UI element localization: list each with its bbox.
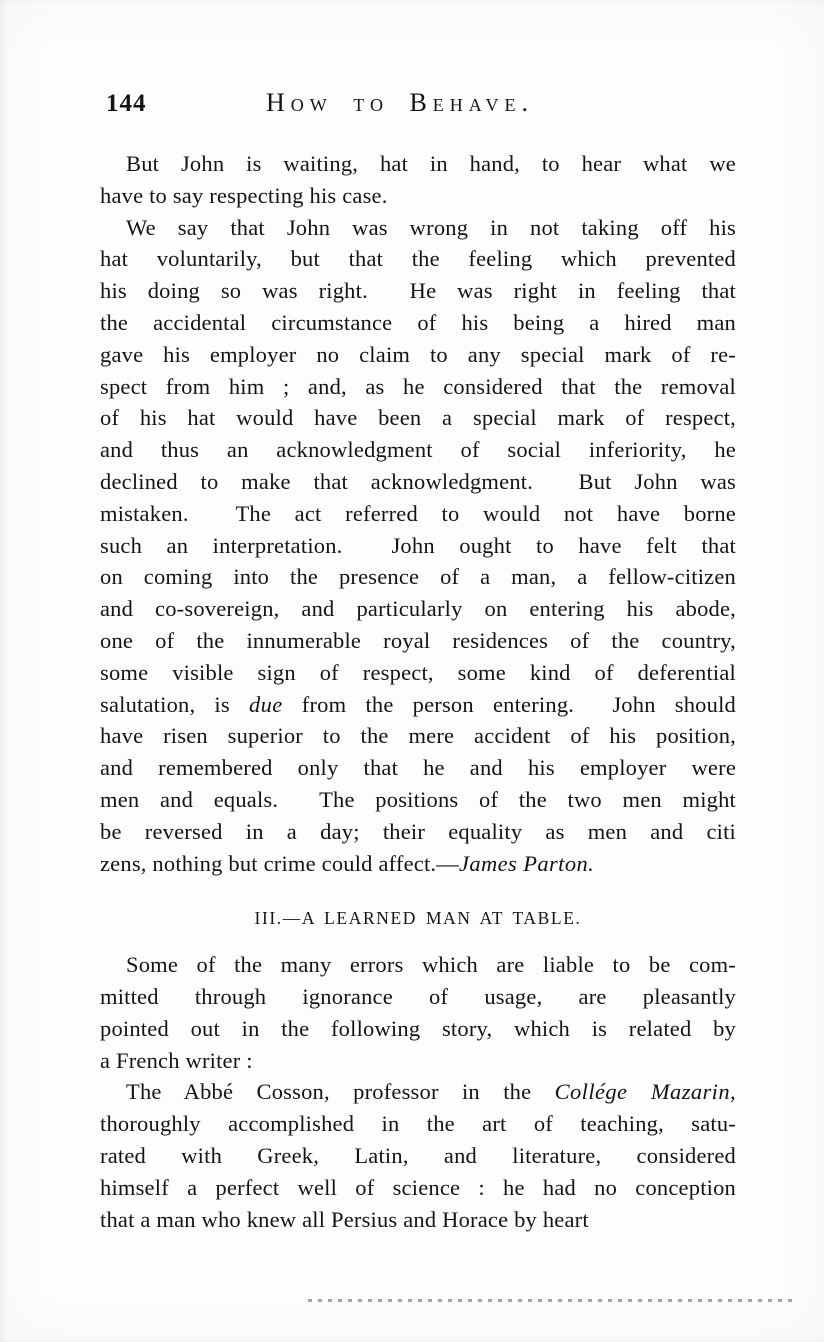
text-line: and co-sovereign, and particularly on entering his abode, <box>100 596 736 622</box>
text-line: zens, nothing but crime could affect.—James Parton. <box>100 850 595 876</box>
italic-text: James Parton. <box>458 850 595 876</box>
text-line: a French writer : <box>100 1047 253 1073</box>
text-line: declined to make that acknowledgment. But John was <box>100 468 736 494</box>
text-line: rated with Greek, Latin, and literature, considered <box>100 1142 736 1168</box>
text-line: The Abbé Cosson, professor in the Collége Mazarin, <box>126 1079 736 1105</box>
text-line: pointed out in the following story, which is related by <box>100 1015 736 1041</box>
text-line: such an interpretation. John ought to have felt that <box>100 532 736 558</box>
text-line: But John is waiting, hat in hand, to hear what we <box>126 151 736 176</box>
paragraph <box>100 148 736 212</box>
text-line: hat voluntarily, but that the feeling which prevented <box>100 246 736 272</box>
text-line: gave his employer no claim to any special mark of re- <box>100 341 736 367</box>
italic-text: due <box>248 691 283 717</box>
text-line: that a man who knew all Persius and Horace by heart <box>100 1206 589 1232</box>
text-line: and thus an acknowledgment of social inferiority, he <box>100 437 736 463</box>
text-line: salutation, is due from the person entering. John should <box>100 691 736 717</box>
page-number: 144 <box>106 90 147 117</box>
text-line: his doing so was right. He was right in feeling that <box>100 278 736 304</box>
paragraph <box>100 212 736 880</box>
text-line: We say that John was wrong in not taking off his <box>126 214 736 240</box>
text-line: be reversed in a day; their equality as men and citi <box>100 818 736 844</box>
text-line: one of the innumerable royal residences of the country, <box>100 627 736 653</box>
text-line: of his hat would have been a special mark of respect, <box>100 405 736 431</box>
text-line: and remembered only that he and his employer were <box>100 755 736 781</box>
text-line: Some of the many errors which are liable to be com- <box>126 952 736 978</box>
paragraph <box>100 949 736 1076</box>
text-line: mitted through ignorance of usage, are pleasantly <box>100 983 736 1009</box>
text-block <box>100 148 736 1235</box>
text-line: thoroughly accomplished in the art of teaching, satu- <box>100 1111 736 1137</box>
section-heading: III.—A LEARNED MAN AT TABLE. <box>254 908 582 929</box>
text-line: have to say respecting his case. <box>100 182 388 208</box>
text-line: men and equals. The positions of the two men might <box>100 786 736 812</box>
text-line: spect from him ; and, as he considered that the removal <box>100 373 736 399</box>
text-line: mistaken. The act referred to would not have borne <box>100 500 736 526</box>
italic-text: Collége Mazarin, <box>554 1079 736 1105</box>
text-line: some visible sign of respect, some kind of deferential <box>100 659 736 685</box>
text-line: the accidental circumstance of his being a hired man <box>100 309 736 335</box>
text-line: on coming into the presence of a man, a fellow-citizen <box>100 564 736 590</box>
text-line: himself a perfect well of science : he had no conception <box>100 1174 736 1200</box>
scan-artifact-dotted-line <box>308 1299 796 1302</box>
running-head <box>100 88 736 124</box>
running-title: How to Behave. <box>266 88 534 117</box>
paragraph <box>100 1076 736 1235</box>
text-line: have risen superior to the mere accident of his position, <box>100 723 736 749</box>
